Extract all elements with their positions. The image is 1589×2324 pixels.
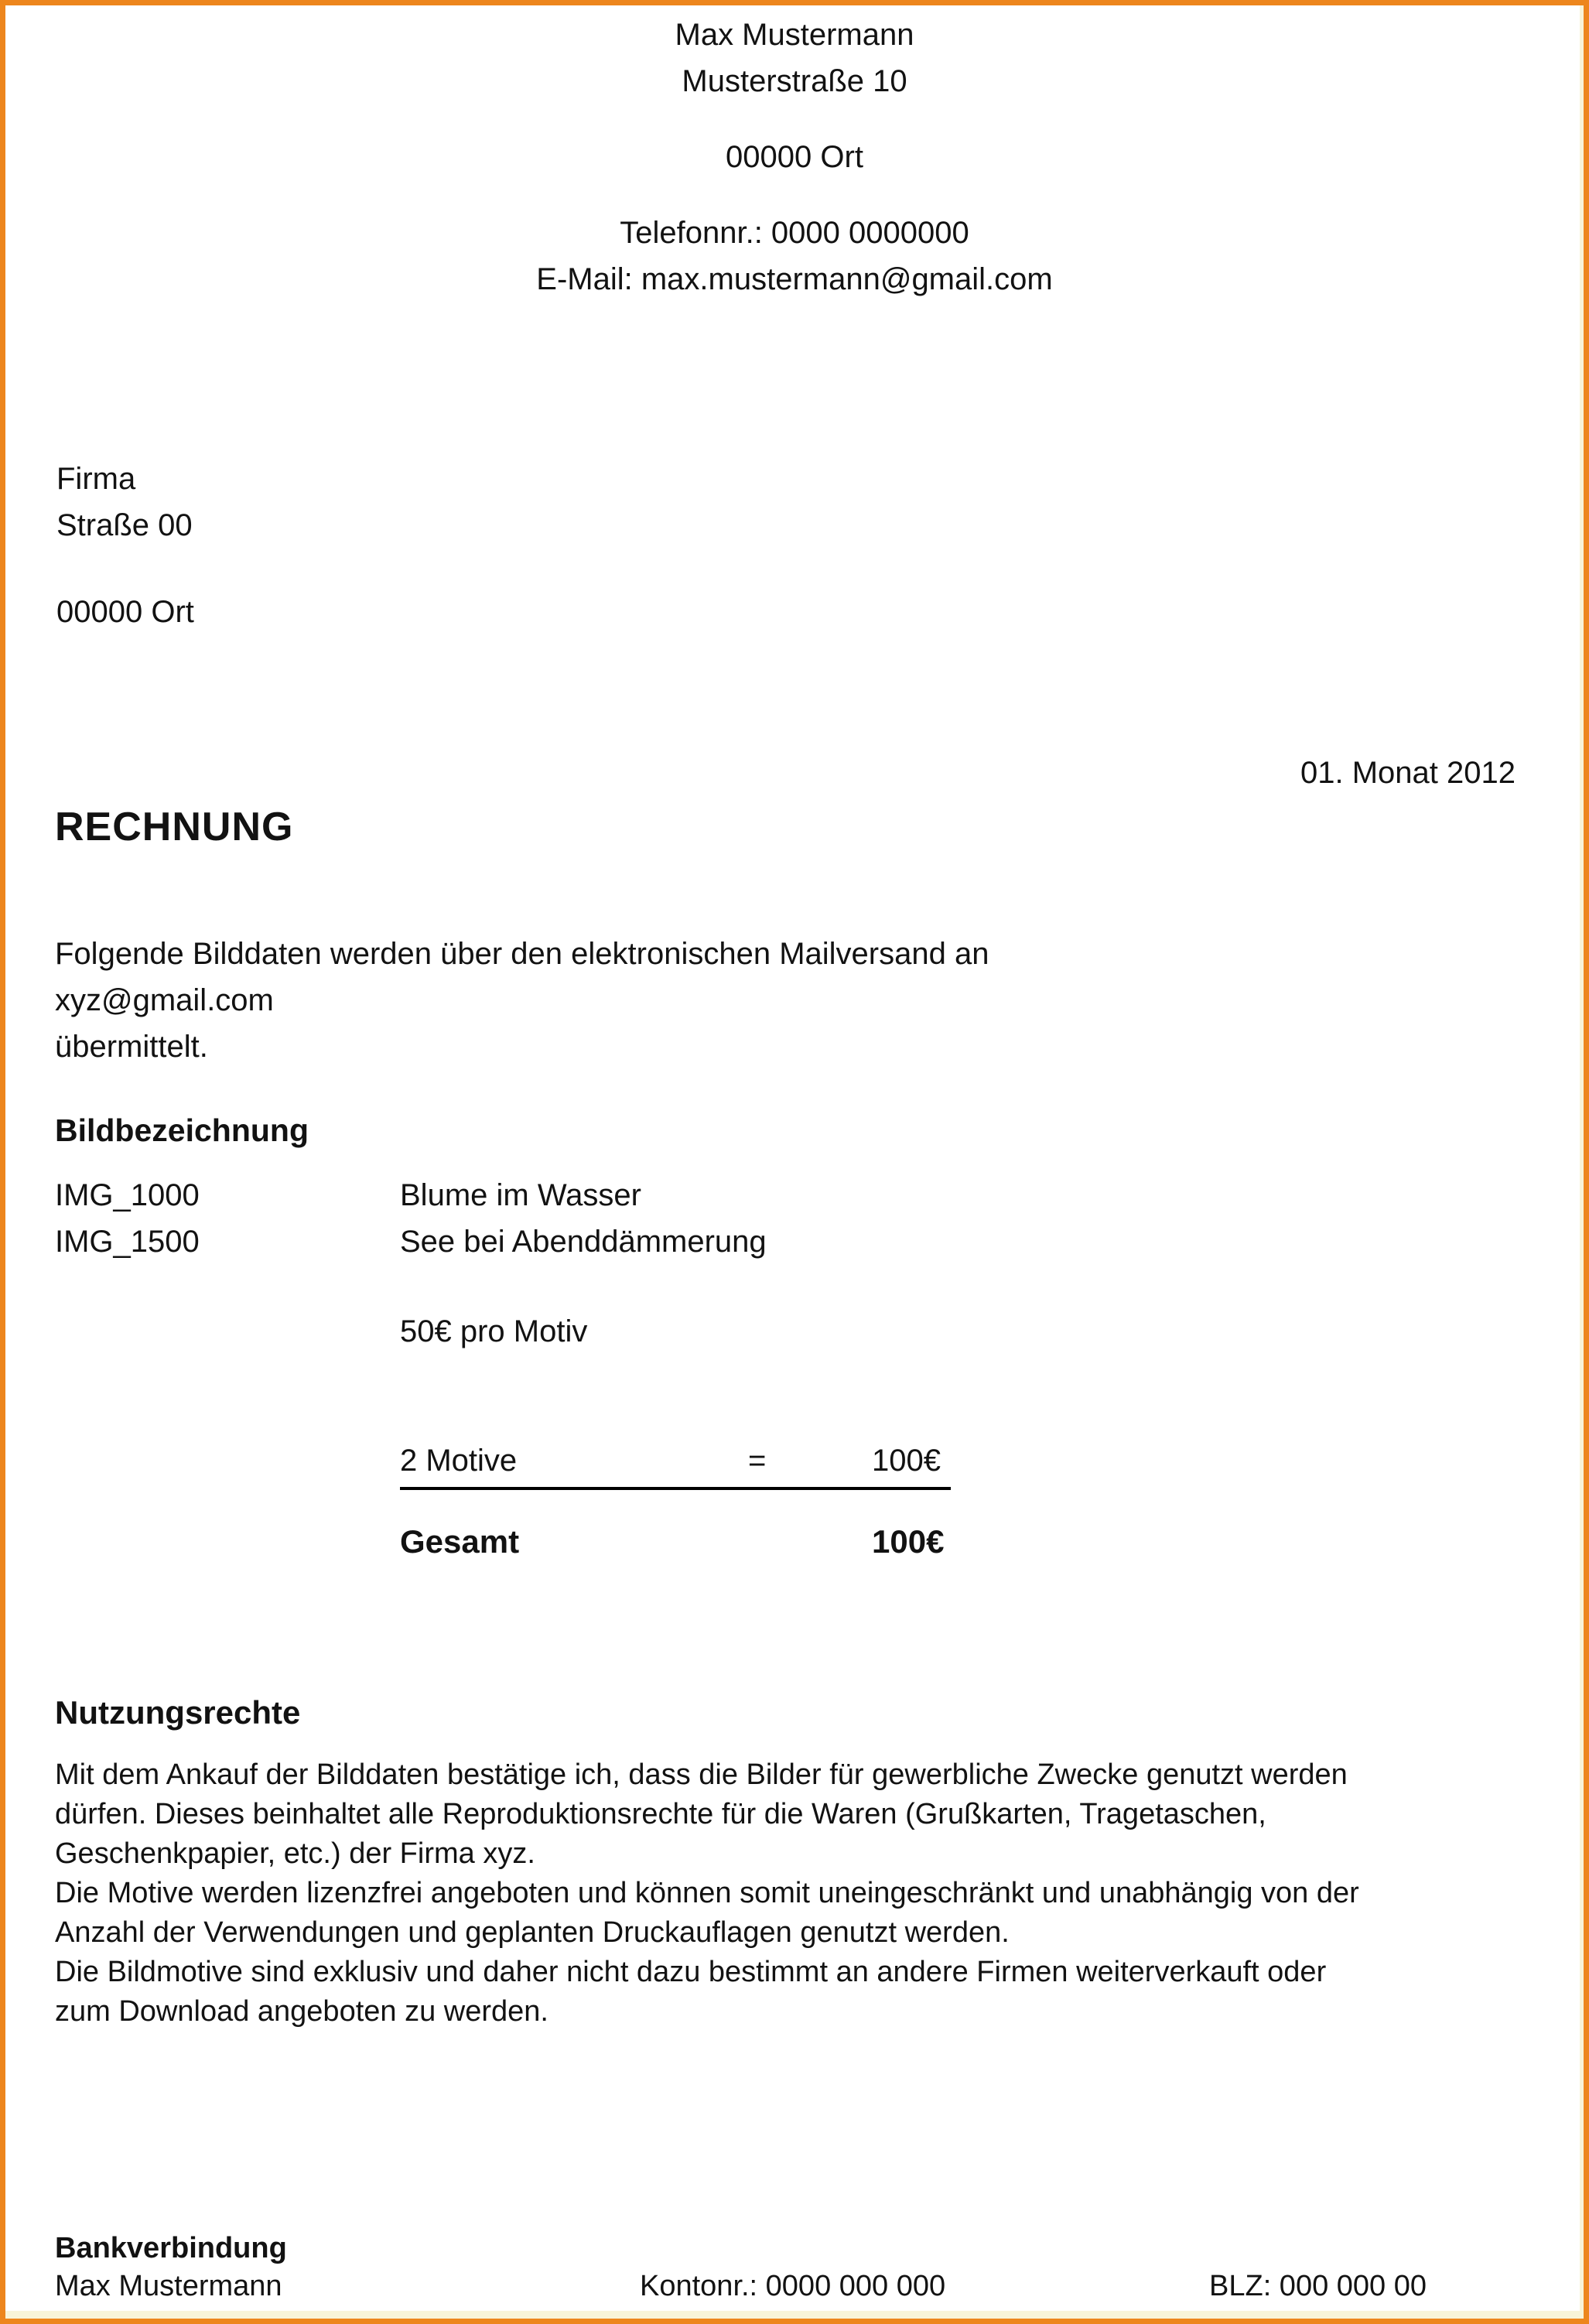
usage-line-2: dürfen. Dieses beinhaltet alle Reproduktionsrechte für die Waren (Grußkarten, Tragetaschen, [55, 1798, 1266, 1830]
usage-line-3: Geschenkpapier, etc.) der Firma xyz. [55, 1837, 535, 1870]
usage-line-5: Anzahl der Verwendungen und geplanten Druckauflagen genutzt werden. [55, 1916, 1010, 1949]
total-amount: 100€ [872, 1523, 945, 1560]
intro-line-3: übermittelt. [55, 1030, 208, 1064]
invoice-title: RECHNUNG [55, 805, 294, 849]
accent-strip-right [1580, 5, 1584, 2319]
sender-street: Musterstraße 10 [682, 64, 907, 98]
subtotal-amount: 100€ [872, 1444, 941, 1478]
item-row [55, 1172, 1215, 1218]
items-table [55, 1172, 1215, 1265]
sender-name: Max Mustermann [675, 18, 914, 52]
recipient-city: 00000 Ort [56, 595, 194, 629]
bank-details-row [55, 2268, 1529, 2306]
subtotal-row [400, 1443, 951, 1490]
sender-phone: Telefonnr.: 0000 0000000 [620, 216, 969, 250]
usage-rights-paragraph [55, 1755, 1533, 2032]
account-number: Kontonr.: 0000 000 000 [640, 2270, 946, 2302]
usage-rights-heading: Nutzungsrechte [55, 1694, 301, 1731]
intro-line-2: xyz@gmail.com [55, 983, 274, 1017]
item-description: Blume im Wasser [400, 1178, 641, 1212]
usage-line-7: zum Download angeboten zu werden. [55, 1995, 548, 2028]
items-heading: Bildbezeichnung [55, 1112, 309, 1148]
bank-details-heading: Bankverbindung [55, 2232, 287, 2264]
accent-strip-bottom [5, 2311, 1584, 2319]
recipient-street: Straße 00 [56, 508, 193, 542]
invoice-date: 01. Monat 2012 [1300, 756, 1516, 790]
intro-paragraph [55, 931, 1370, 1070]
sender-city: 00000 Ort [726, 140, 863, 174]
price-note: 50€ pro Motiv [400, 1314, 588, 1348]
intro-line-1: Folgende Bilddaten werden über den elektronischen Mailversand an [55, 937, 989, 971]
sender-email: E-Mail: max.mustermann@gmail.com [536, 262, 1053, 296]
item-row [55, 1218, 1215, 1265]
sender-block [5, 12, 1584, 302]
equals-sign: = [748, 1444, 767, 1478]
subtotal-label: 2 Motive [400, 1444, 518, 1478]
usage-line-6: Die Bildmotive sind exklusiv und daher nicht dazu bestimmt an andere Firmen weiterverkauft oder [55, 1956, 1327, 1988]
bank-code: BLZ: 000 000 00 [1209, 2270, 1427, 2302]
account-holder: Max Mustermann [55, 2270, 282, 2302]
item-id: IMG_1000 [55, 1178, 200, 1212]
usage-line-4: Die Motive werden lizenzfrei angeboten und können somit uneingeschränkt und unabhängig von der [55, 1877, 1359, 1909]
usage-line-1: Mit dem Ankauf der Bilddaten bestätige ich, dass die Bilder für gewerbliche Zwecke genutzt werden [55, 1758, 1348, 1791]
item-description: See bei Abenddämmerung [400, 1225, 767, 1259]
recipient-block [56, 456, 194, 635]
total-row [400, 1523, 951, 1564]
total-label: Gesamt [400, 1523, 520, 1560]
item-id: IMG_1500 [55, 1225, 200, 1259]
recipient-company: Firma [56, 462, 136, 496]
